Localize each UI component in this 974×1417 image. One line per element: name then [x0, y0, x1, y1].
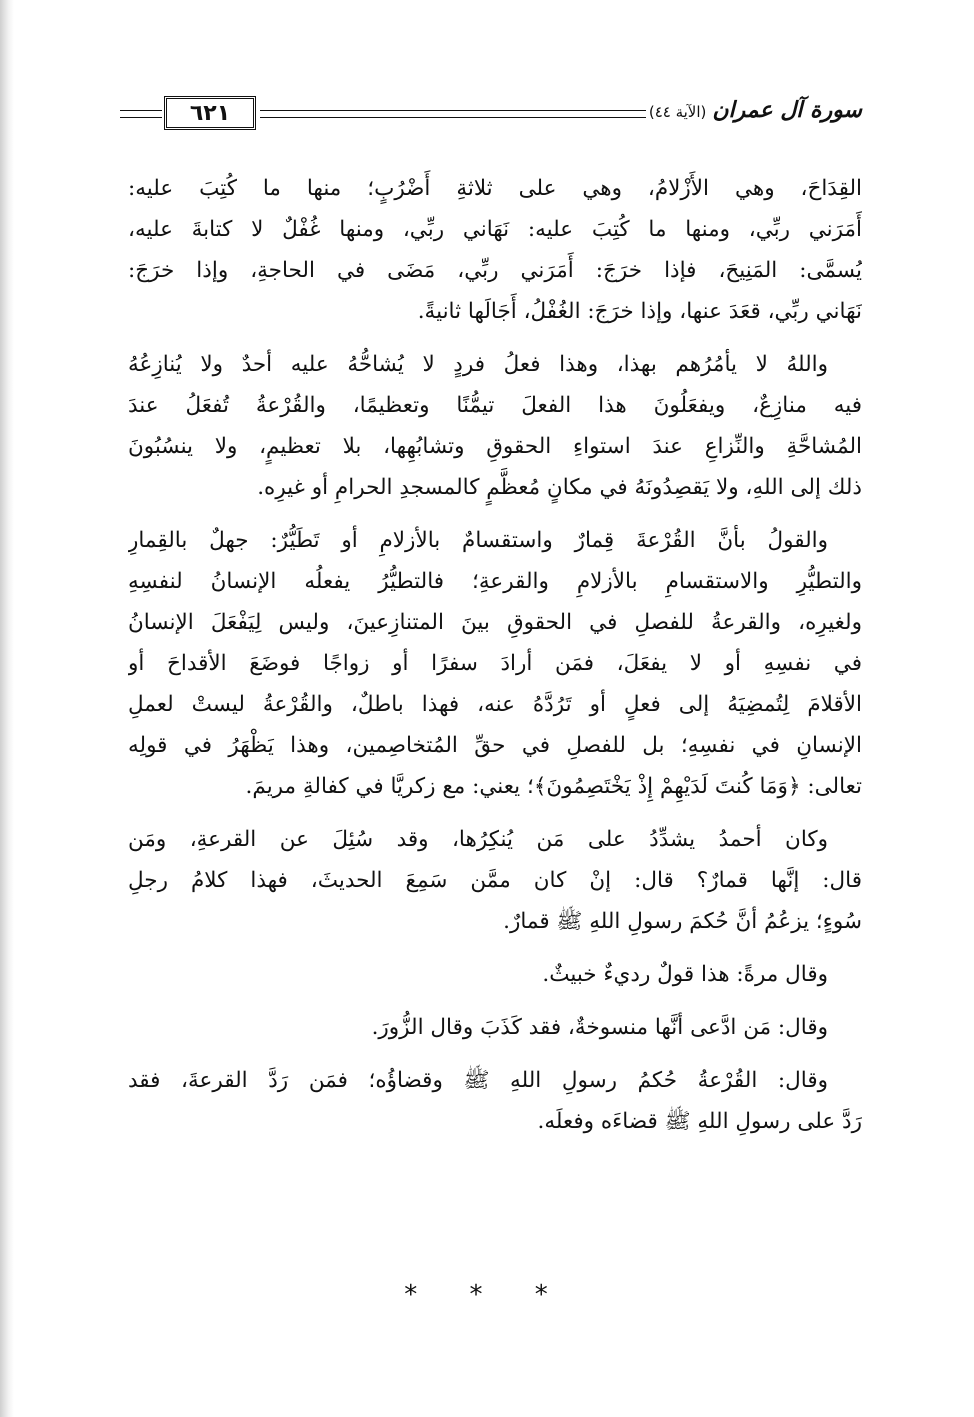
surah-title: سورة آل عمران [712, 98, 862, 123]
text-line: الإنسانِ في نفسِهِ؛ بل للفصلِ في حقِّ المُتخاصِمين، وهذا يَظْهَرُ في قولِه [128, 733, 862, 758]
page-number [164, 96, 256, 130]
paragraph [128, 954, 862, 995]
page-header [120, 96, 862, 136]
text-line: في نفسِهِ أو لا يفعَلَ، فمَن أرادَ سفرًا أو زواجًا فوضَعَ الأقداحَ أو [128, 651, 862, 676]
text-line: واللهُ لا يأمُرُهم بهذا، وهذا فعلُ فردٍ لا يُشاحُّهُ عليه أحدٌ ولا يُنازِعُهُ [128, 352, 828, 377]
paragraph [128, 520, 862, 807]
header-rule-right [260, 110, 646, 118]
verse-reference: (الآية ٤٤) [648, 103, 707, 121]
text-line: رَدَّ على رسولِ اللهِ ﷺ قضاءَه وفعلَه. [537, 1109, 862, 1134]
text-line: وقال مرةً: هذا قولٌ رديءٌ خبيثٌ. [542, 962, 828, 987]
paragraph [128, 1060, 862, 1142]
text-line: ذلك إلى اللهِ، ولا يَقصِدُونَهُ في مكانٍ مُعظَّمٍ كالمسجدِ الحرامِ أو غيرِه. [257, 475, 862, 500]
body-text [128, 168, 862, 1154]
text-line: وقال: مَن ادَّعى أنَّها منسوخةٌ، فقد كَذَبَ وقال الزُّورَ. [371, 1015, 828, 1040]
section-separator: * * * [404, 1280, 570, 1310]
header-rule-left [120, 110, 162, 118]
text-line: والقولُ بأنَّ القُرْعةَ قِمارٌ واستقسامٌ بالأزلامِ أو تَطَيُّرٌ: جهلٌ بالقِمارِ [128, 528, 828, 553]
paragraph [128, 344, 862, 508]
text-line: المُشاحَّةِ والنِّزاعِ عندَ استواءِ الحقوقِ وتشابُهِها، بلا تعظيمٍ، ولا ينسُبُونَ [128, 434, 862, 459]
text-line: القِدَاحَ، وهي الأَزْلامُ، وهي على ثلاثةِ أَضْرُبٍ؛ منها ما كُتِبَ عليه: [128, 176, 862, 201]
text-line: يُسمَّى: المَنِيحَ، فإذا خرَجَ: أَمَرَني ربِّي، مَضَى في الحاجةِ، وإذا خرَجَ: [128, 258, 862, 283]
scan-edge [0, 0, 14, 1417]
text-line: ولغيرِه، والقرعةُ للفصلِ في الحقوقِ بينَ المتنازِعينَ، وليس لِيَفْعَلَ الإنسانُ [128, 610, 862, 635]
running-title [649, 98, 862, 123]
text-line: والتطيُّرِ والاستقسامِ بالأزلامِ والقرعةِ؛ فالتطيُّرُ يفعلُه الإنسانُ لنفسِهِ [128, 569, 862, 594]
text-line: فيه منازِعٌ، ويفعَلُونَ هذا الفعلَ تيمُّنًا وتعظيمًا، والقُرْعةُ تُفعَلُ عندَ [128, 393, 862, 418]
text-line: تعالى: ﴿وَمَا كُنتَ لَدَيْهِمْ إِذْ يَخْتَصِمُونَ﴾؛ يعني: مع زكريَّا في كفالةِ مريمَ. [245, 774, 862, 799]
text-line: قال: إنَّها قمارٌ؟ قال: إنْ كان ممَّن سَمِعَ الحديثَ، فهذا كلامُ رجلِ [128, 868, 862, 893]
paragraph [128, 168, 862, 332]
page-number-text: ٦٢١ [189, 100, 231, 126]
paragraph [128, 819, 862, 942]
text-line: الأقلامَ لِتُمضِيَهُ إلى فعلٍ أو تَرُدَّهُ عنه، فهذا باطلٌ، والقُرْعةُ ليستْ لعملِ [128, 692, 862, 717]
text-line: نَهَاني ربِّي، قعَدَ عنها، وإذا خرَجَ: الغُفْلُ، أَجَالَها ثانيةً. [417, 299, 862, 324]
text-line: سُوءٍ؛ يزعُمُ أنَّ حُكمَ رسولِ اللهِ ﷺ قمارٌ. [503, 909, 862, 934]
paragraph [128, 1007, 862, 1048]
text-line: وكان أحمدُ يشدِّدُ على مَن يُنكِرُها، وقد سُئِلَ عن القرعةِ، ومَن [128, 827, 828, 852]
text-line: وقال: القُرْعةُ حُكمُ رسولِ اللهِ ﷺ وقضاؤُه؛ فمَن رَدَّ القرعةَ، فقد [128, 1068, 828, 1093]
text-line: أَمَرَني ربِّي، ومنها ما كُتِبَ عليه: نَهَاني ربِّي، ومنها غُفْلٌ لا كتابةَ عليه، [128, 217, 862, 242]
